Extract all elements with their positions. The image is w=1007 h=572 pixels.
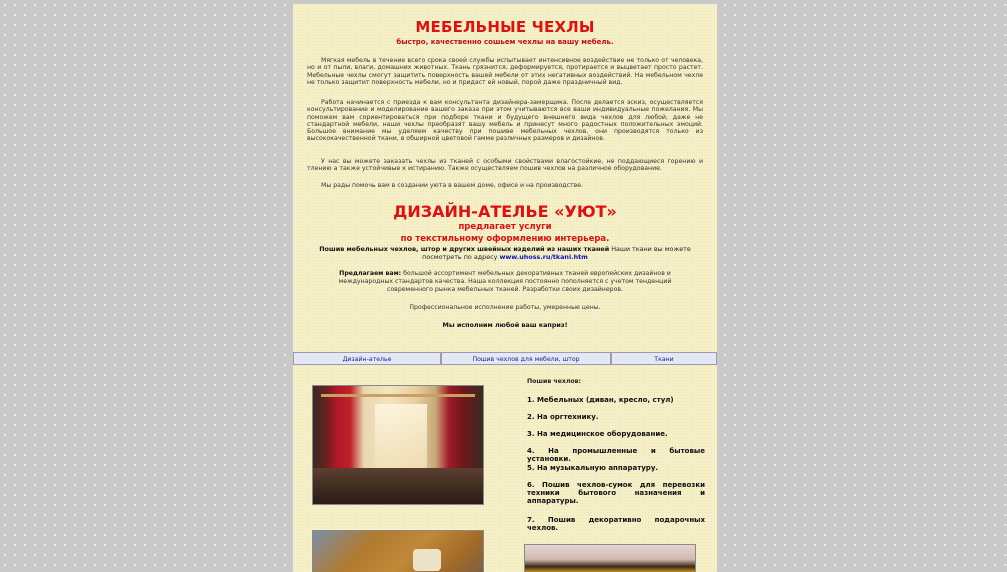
sewing-info: [303, 245, 707, 261]
list-item: 3. На медицинское оборудование.: [527, 430, 668, 438]
curtains-photo: [312, 385, 484, 505]
page-subtitle: быстро, качественно сошьем чехлы на вашу мебель.: [396, 38, 614, 46]
nav-item-design-atelier[interactable]: Дизайн-ателье: [293, 352, 441, 365]
offer-paragraph: [317, 270, 693, 294]
intro-paragraph-3: У нас вы можете заказать чехлы из тканей с особыми свойствами влагостойкие, не поддающиеся горению и тлению а также устойчивые к истиранию. Также осуществляем пошив чехлов на различное оборудование.: [307, 158, 703, 173]
bench-cover-photo: [524, 544, 696, 572]
atelier-offers-line-2: по текстильному оформлению интерьера.: [400, 234, 610, 244]
services-title: Пошив чехлов:: [527, 378, 582, 385]
sewing-info-text: Наши ткани вы можете посмотреть по адресу: [422, 245, 691, 261]
page-content: [293, 4, 717, 572]
fabrics-link[interactable]: www.uhoss.ru/tkani.htm: [499, 253, 588, 261]
list-item: 1. Мебельных (диван, кресло, стул): [527, 396, 674, 404]
nav-item-sewing-covers[interactable]: Пошив чехлов для мебели, штор: [441, 352, 611, 365]
list-item: 5. На музыкальную аппаратуру.: [527, 464, 659, 472]
offer-lead: Предлагаем вам:: [339, 270, 402, 277]
sewing-info-bold: Пошив мебельных чехлов, штор и других швейных изделий из наших тканей: [319, 245, 610, 253]
list-item: 7. Пошив декоративно подарочных чехлов.: [527, 516, 705, 533]
atelier-title: ДИЗАЙН-АТЕЛЬЕ «УЮТ»: [393, 202, 617, 221]
intro-paragraph-2: Работа начинается с приезда к вам консультанта дизайнера-замерщика. После делается эскиз, осуществляется консультирование и моделирование вашего заказа при этом учитываются все ваши индивидуальные пожелания. Мы поможем вам сориентироваться при подборе ткани и будущего внешнего вида чехлов для любой, даже не стандартной мебели, наши чехлы преобразят вашу мебель и принесут много радостных положительных эмоций. Большое внимание мы уделяем качеству при пошиве мебельных чехлов, они производятся только из высококачественной ткани, в обширной цветовой гамме различных размеров и дизайнов.: [307, 99, 703, 143]
nav-item-fabrics[interactable]: Ткани: [611, 352, 717, 365]
sofa-cover-photo: [312, 530, 484, 572]
list-item: 4. На промышленные и бытовые установки.: [527, 447, 705, 464]
list-item: 2. На оргтехнику.: [527, 413, 599, 421]
intro-paragraph-1: Мягкая мебель в течение всего срока своей службы испытывает интенсивное воздействие не только от человека, но и от пыли, влаги, домашних животных. Ткань грязнится, деформируется, протирается и выцветает просто растет. Мебельные чехлы смогут защитить поверхность вашей мебели от этих негативных воздействий. На мебельном чехле не только защитит поверхность мебели, но и придаст ей новый, порой даже праздничный вид.: [307, 57, 703, 86]
offer-body: большой ассортимент мебельных декоративных тканей европейских дизайнов и международных стандартов качества. Наша коллекция постоянно пополняется с учетом тенденций современного рынка мебельных тканей. Разработки своих дизайнеров.: [338, 270, 672, 293]
nav-bar: [293, 352, 717, 366]
offer-quality: Профессиональное исполнение работы, умеренные цены.: [409, 304, 601, 311]
intro-paragraph-4: Мы рады помочь вам в создании уюта в вашем доме, офисе и на производстве.: [321, 182, 584, 189]
offer-slogan: Мы исполним любой ваш каприз!: [442, 321, 568, 329]
page-title: МЕБЕЛЬНЫЕ ЧЕХЛЫ: [415, 18, 595, 36]
atelier-offers-line-1: предлагает услуги: [458, 222, 552, 232]
list-item: 6. Пошив чехлов-сумок для перевозки техники бытового назначения и аппаратуры.: [527, 481, 705, 506]
